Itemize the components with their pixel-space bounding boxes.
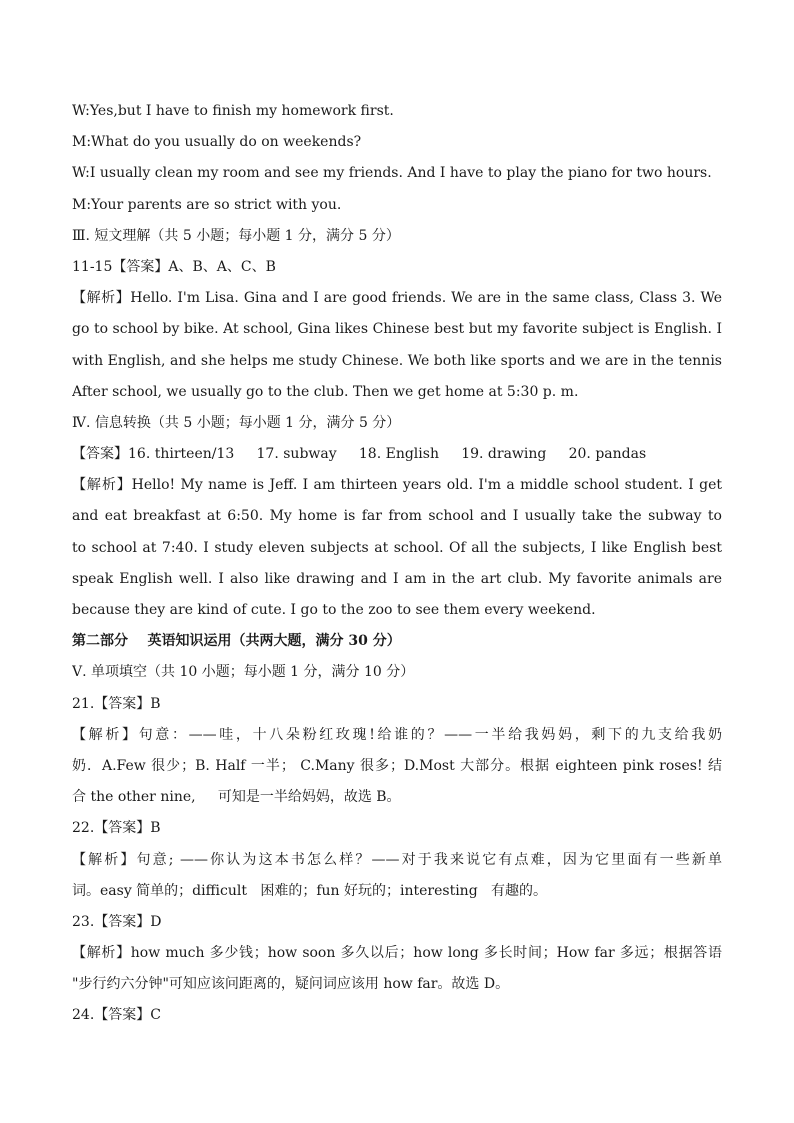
analysis-line: "步行约六分钟"可知应该问距离的，疑问词应该用 how far。故选 D。	[72, 976, 510, 993]
section-heading: Ⅳ. 信息转换（共 5 小题；每小题 1 分，满分 5 分）	[72, 414, 401, 431]
analysis-line: 【解析】how much 多少钱；how soon 多久以后；how long 多长时间；How far 多远；根据答语	[72, 945, 722, 962]
section-heading: Ⅴ. 单项填空（共 10 小题；每小题 1 分，满分 10 分）	[72, 664, 415, 681]
analysis-line: go to school by bike. At school, Gina likes Chinese best but my favorite subject is English. I	[72, 321, 722, 338]
dialogue-line: W:Yes,but I have to finish my homework first.	[72, 103, 394, 119]
analysis-line: 【解析】句意; ——你认为这本书怎么样？——对于我来说它有点难，因为它里面有一些新单	[72, 851, 722, 868]
dialogue-line: M:Your parents are so strict with you.	[72, 196, 342, 213]
analysis-line: 词。easy 简单的；difficult 困难的；fun 好玩的；interesting 有趣的。	[72, 882, 548, 899]
analysis-line: After school, we usually go to the club. Then we get home at 5:30 p. m.	[72, 383, 579, 400]
answer-line: 24.【答案】C	[72, 1007, 161, 1024]
analysis-line: 【解析】Hello! My name is Jeff. I am thirteen years old. I'm a middle school student. I get	[72, 477, 722, 494]
analysis-line: 合 the other nine, 可知是一半给妈妈，故选 B。	[72, 789, 401, 806]
analysis-line: and eat breakfast at 6:50. My home is far from school and I usually take the subway to	[72, 508, 722, 525]
part-heading: 第二部分 英语知识运用（共两大题，满分 30 分）	[72, 633, 401, 650]
analysis-line: with English, and she helps me study Chinese. We both like sports and we are in the tennis	[72, 352, 722, 369]
analysis-line: 奶．A.Few 很少；B. Half 一半； C.Many 很多；D.Most 大部分。根据 eighteen pink roses! 结	[72, 757, 722, 774]
dialogue-line: W:I usually clean my room and see my friends. And I have to play the piano for two hours.	[72, 165, 712, 182]
answer-line: 【答案】16. thirteen/13 17. subway 18. English 19. drawing 20. pandas	[72, 446, 647, 463]
section-heading: Ⅲ. 短文理解（共 5 小题；每小题 1 分，满分 5 分）	[72, 227, 400, 244]
analysis-line: speak English well. I also like drawing and I am in the art club. My favorite animals are	[72, 570, 722, 587]
answer-line: 23.【答案】D	[72, 913, 162, 930]
answer-line: 11-15【答案】A、B、A、C、B	[72, 258, 276, 275]
answer-line: 21.【答案】B	[72, 695, 161, 712]
analysis-line: 【解析】Hello. I'm Lisa. Gina and I are good friends. We are in the same class, Class 3. We	[72, 290, 722, 307]
analysis-line: because they are kind of cute. I go to the zoo to see them every weekend.	[72, 602, 596, 618]
analysis-line: 【解析】句意：——哇，十八朵粉红玫瑰!给谁的？——一半给我妈妈，剩下的九支给我奶	[72, 726, 722, 743]
dialogue-line: M:What do you usually do on weekends?	[72, 134, 362, 151]
document-page	[72, 96, 722, 1032]
answer-line: 22.【答案】B	[72, 820, 161, 837]
analysis-line: to school at 7:40. I study eleven subjects at school. Of all the subjects, I like English best	[72, 539, 722, 556]
